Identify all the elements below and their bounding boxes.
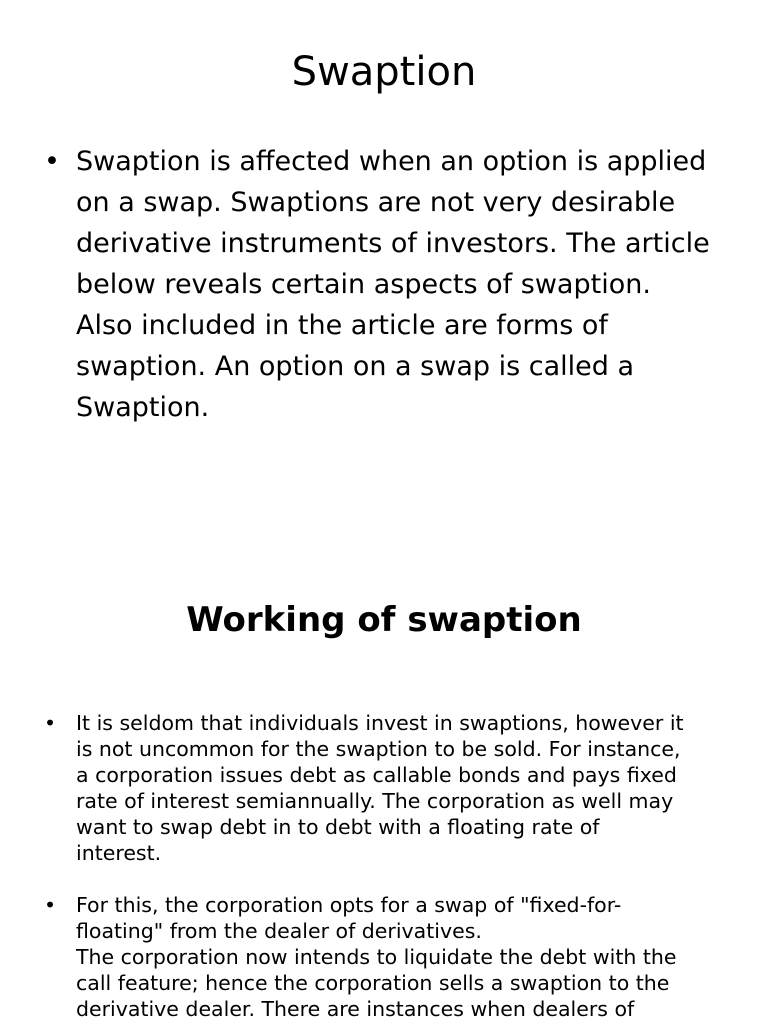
text-line: rate of interest semiannually. The corporation as well may <box>76 789 674 813</box>
bullet-icon: • <box>44 711 57 735</box>
text-line: Also included in the article are forms of <box>76 310 608 341</box>
slide-title: Working of swaption <box>186 600 582 640</box>
slide-2 <box>0 560 768 1024</box>
text-line: For this, the corporation opts for a swap of "fixed-for- <box>76 893 622 917</box>
text-line: derivative dealer. There are instances when dealers of <box>76 997 635 1021</box>
bullet-icon: • <box>44 146 60 177</box>
text-line: call feature; hence the corporation sells a swaption to the <box>76 971 670 995</box>
text-line: It is seldom that individuals invest in swaptions, however it <box>76 711 684 735</box>
text-line: below reveals certain aspects of swaption. <box>76 269 651 300</box>
text-line: interest. <box>76 841 162 865</box>
text-line: Swaption is affected when an option is applied <box>76 146 707 177</box>
text-line: swaption. An option on a swap is called a <box>76 351 635 382</box>
slide-title: Swaption <box>291 49 477 95</box>
bullet-list <box>44 141 734 428</box>
list-item <box>44 141 734 428</box>
bullet-list <box>44 710 734 1024</box>
text-line: on a swap. Swaptions are not very desirable <box>76 187 676 218</box>
list-item <box>44 710 734 866</box>
text-line: The corporation now intends to liquidate the debt with the <box>76 945 677 969</box>
text-line: floating" from the dealer of derivatives. <box>76 919 482 943</box>
text-line: a corporation issues debt as callable bonds and pays fixed <box>76 763 677 787</box>
text-line: is not uncommon for the swaption to be sold. For instance, <box>76 737 681 761</box>
bullet-icon: • <box>44 893 57 917</box>
text-line: Swaption. <box>76 392 210 423</box>
text-line: derivative instruments of investors. The article <box>76 228 710 259</box>
list-item <box>44 892 734 1022</box>
text-line: want to swap debt in to debt with a floating rate of <box>76 815 600 839</box>
